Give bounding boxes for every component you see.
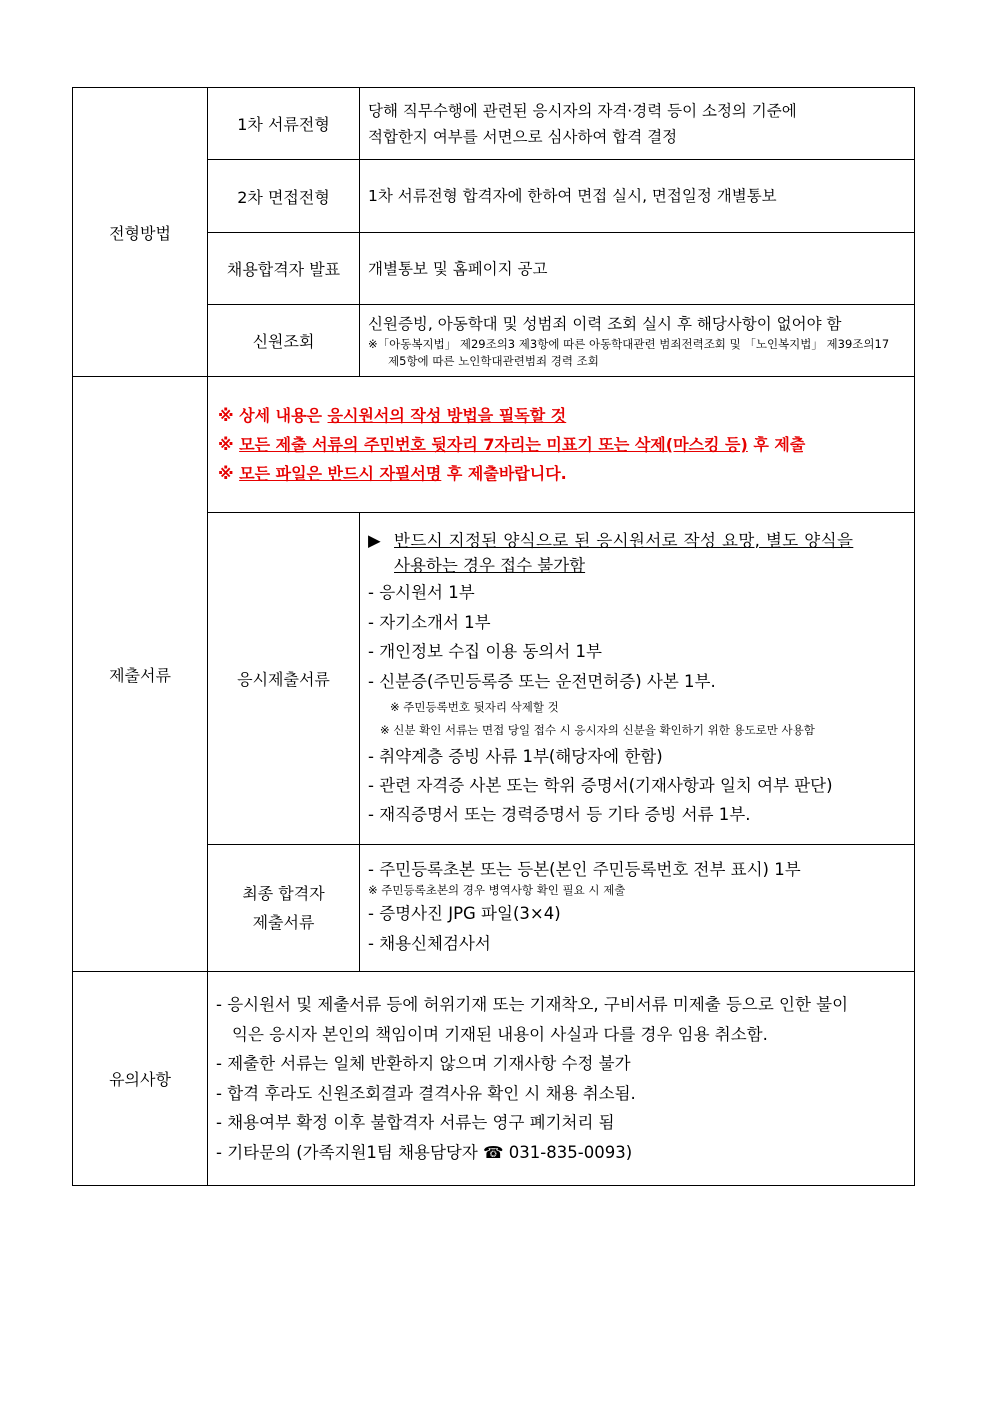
doc-note: ※ 신분 확인 서류는 면접 당일 접수 시 응시자의 신분을 확인하기 위한 용도로만 사용함 [380, 723, 815, 737]
recruitment-table-page [72, 87, 914, 1186]
announcement-label: 채용합격자 발표 [208, 233, 360, 305]
warning-line-3: ※ 모든 파일은 반드시 자필서명 후 제출바랍니다. [218, 464, 567, 483]
final-docs-label [208, 845, 360, 972]
final-doc-note: ※ 주민등록초본의 경우 병역사항 확인 필요 시 제출 [368, 883, 626, 897]
applicant-docs-list [360, 513, 915, 845]
notes-content [208, 972, 915, 1186]
screening-row-1 [73, 88, 915, 160]
interview-screening-label: 2차 면접전형 [208, 160, 360, 233]
final-docs-label-line-1: 최종 합격자 [242, 884, 325, 903]
desc-line: 적합한지 여부를 서면으로 심사하여 합격 결정 [368, 127, 678, 146]
document-screening-desc [360, 88, 915, 160]
doc-item: - 신분증(주민등록증 또는 운전면허증) 사본 1부. [368, 671, 716, 691]
note-line: - 기타문의 (가족지원1팀 채용담당자 ☎ 031-835-0093) [216, 1142, 633, 1162]
screening-category: 전형방법 [73, 88, 208, 377]
note-line: - 제출한 서류는 일체 반환하지 않으며 기재사항 수정 불가 [216, 1054, 631, 1073]
announcement-desc [360, 233, 915, 305]
doc-item: - 취약계층 증빙 사류 1부(해당자에 한함) [368, 747, 663, 766]
legal-note: 제5항에 따른 노인학대관련범죄 경력 조회 [388, 353, 599, 368]
required-form-line-2: 사용하는 경우 접수 불가함 [394, 556, 586, 575]
desc-line: 신원증빙, 아동학대 및 성범죄 이력 조회 실시 후 해당사항이 없어야 함 [368, 314, 842, 333]
warning-line-2: ※ 모든 제출 서류의 주민번호 뒷자리 7자리는 미표기 또는 삭제(마스킹 등) 후 제출 [218, 435, 806, 454]
notes-category: 유의사항 [73, 972, 208, 1186]
doc-item: - 자기소개서 1부 [368, 612, 491, 632]
final-doc-item: - 주민등록초본 또는 등본(본인 주민등록번호 전부 표시) 1부 [368, 860, 801, 879]
documents-category: 제출서류 [73, 377, 208, 972]
notes-row [73, 972, 915, 1186]
doc-item: - 재직증명서 또는 경력증명서 등 기타 증빙 서류 1부. [368, 805, 751, 824]
final-doc-item: - 채용신체검사서 [368, 934, 491, 953]
note-line: - 응시원서 및 제출서류 등에 허위기재 또는 기재착오, 구비서류 미제출 등으로 인한 불이 [216, 995, 849, 1014]
doc-note: ※ 주민등록번호 뒷자리 삭제할 것 [390, 700, 559, 714]
legal-note: ※「아동복지법」 제29조의3 제3항에 따른 아동학대관련 범죄전력조회 및 「노인복지법」 제39조의17 [368, 336, 890, 351]
doc-item: - 관련 자격증 사본 또는 학위 증명서(기재사항과 일치 여부 판단) [368, 776, 833, 795]
background-check-desc [360, 305, 915, 377]
required-form-line-1: 반드시 지정된 양식으로 된 응시원서로 작성 요망, 별도 양식을 [394, 531, 854, 550]
required-form-line-2-wrap [368, 553, 908, 578]
note-line: - 채용여부 확정 이후 불합격자 서류는 영구 폐기처리 됨 [216, 1113, 615, 1132]
arrow-icon: ▶ [368, 531, 381, 550]
documents-warning-row [73, 377, 915, 513]
note-line: 익은 응시자 본인의 책임이며 기재된 내용이 사실과 다를 경우 임용 취소함. [232, 1024, 768, 1044]
final-doc-item: - 증명사진 JPG 파일(3×4) [368, 904, 561, 923]
recruitment-info-table [72, 87, 915, 1186]
warning-line-1: ※ 상세 내용은 응시원서의 작성 방법을 필독할 것 [218, 406, 567, 425]
final-docs-list [360, 845, 915, 972]
desc-line: 1차 서류전형 합격자에 한하여 면접 실시, 면접일정 개별통보 [368, 187, 777, 205]
final-docs-label-line-2: 제출서류 [252, 913, 315, 932]
required-form-notice [368, 528, 908, 553]
note-line: - 합격 후라도 신원조회결과 결격사유 확인 시 채용 취소됨. [216, 1083, 636, 1103]
doc-item: - 개인정보 수집 이용 동의서 1부 [368, 642, 602, 661]
applicant-docs-label: 응시제출서류 [208, 513, 360, 845]
doc-item: - 응시원서 1부 [368, 583, 475, 602]
desc-line: 당해 직무수행에 관련된 응시자의 자격·경력 등이 소정의 기준에 [368, 101, 797, 120]
document-screening-label: 1차 서류전형 [208, 88, 360, 160]
warning-box [208, 377, 915, 513]
background-check-label: 신원조회 [208, 305, 360, 377]
interview-screening-desc [360, 160, 915, 233]
desc-line: 개별통보 및 홈페이지 공고 [368, 259, 548, 278]
